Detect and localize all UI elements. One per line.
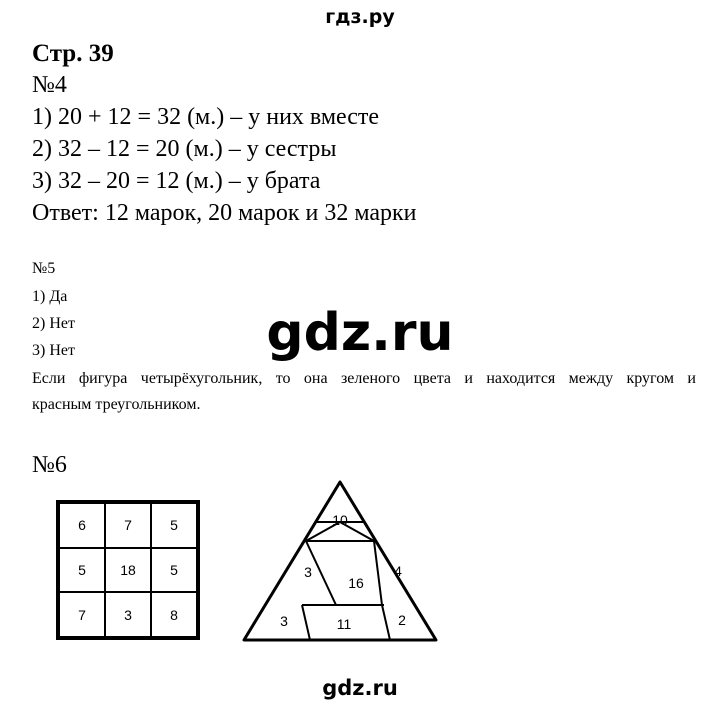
task5-answer-3: 3) Нет bbox=[32, 342, 75, 359]
task4-line-3: 3) 32 – 20 = 12 (м.) – у брата bbox=[32, 168, 321, 194]
square-cell: 8 bbox=[151, 592, 197, 637]
site-header: гдз.ру bbox=[325, 6, 395, 28]
task6-number: №6 bbox=[32, 452, 67, 478]
task5-answer-2: 2) Нет bbox=[32, 315, 75, 332]
square-cell: 6 bbox=[59, 503, 105, 548]
magic-square bbox=[56, 500, 200, 640]
triangle-cell: 10 bbox=[332, 512, 348, 528]
task5-answer-1: 1) Да bbox=[32, 288, 68, 305]
task4-answer: Ответ: 12 марок, 20 марок и 32 марки bbox=[32, 200, 417, 226]
task5-number: №5 bbox=[32, 260, 56, 277]
square-cell: 5 bbox=[151, 503, 197, 548]
triangle-cell: 4 bbox=[394, 563, 402, 579]
task4-number: №4 bbox=[32, 72, 67, 98]
triangle-puzzle bbox=[240, 478, 440, 644]
square-cell: 7 bbox=[59, 592, 105, 637]
triangle-cell: 11 bbox=[336, 616, 352, 632]
square-cell: 7 bbox=[105, 503, 151, 548]
task4-line-2: 2) 32 – 12 = 20 (м.) – у сестры bbox=[32, 136, 337, 162]
triangle-cell: 16 bbox=[348, 575, 364, 591]
triangle-cell: 3 bbox=[304, 564, 312, 580]
watermark: gdz.ru bbox=[266, 303, 454, 363]
task5-text-line-2: красным треугольником. bbox=[32, 396, 201, 413]
triangle-cell: 2 bbox=[398, 612, 406, 628]
page-reference: Стр. 39 bbox=[32, 40, 114, 67]
task4-line-1: 1) 20 + 12 = 32 (м.) – у них вместе bbox=[32, 104, 380, 130]
square-cell: 5 bbox=[59, 548, 105, 593]
square-cell: 3 bbox=[105, 592, 151, 637]
site-footer: gdz.ru bbox=[322, 676, 398, 700]
triangle-cell: 3 bbox=[280, 613, 288, 629]
square-cell: 18 bbox=[105, 548, 151, 593]
square-cell: 5 bbox=[151, 548, 197, 593]
task5-text-line-1: Если фигура четырёхугольник, то она зеленого цвета и находится между кругом и bbox=[32, 370, 696, 387]
